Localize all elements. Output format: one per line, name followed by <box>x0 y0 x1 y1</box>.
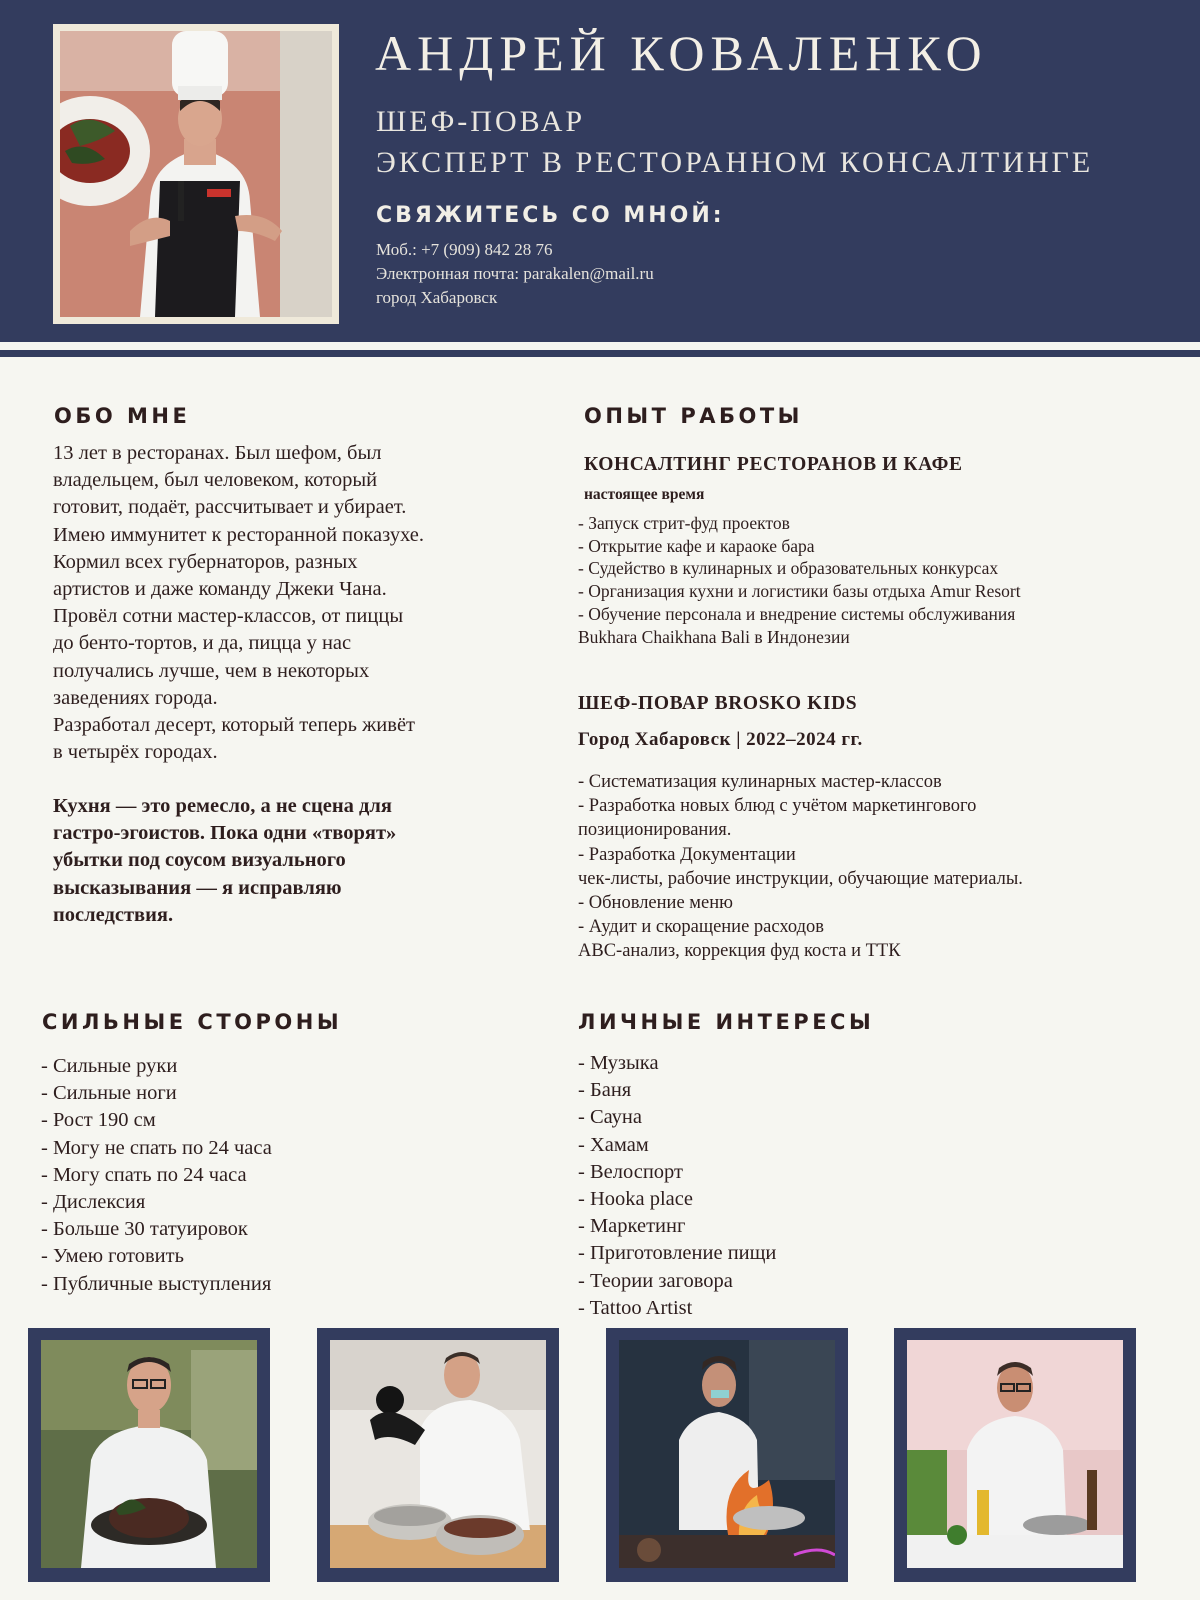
job-duties-brosko <box>578 770 1023 964</box>
list-item: - Маркетинг <box>578 1215 686 1238</box>
gallery-photo-4 <box>894 1328 1136 1582</box>
list-item: - Tattoo Artist <box>578 1296 693 1319</box>
experience-heading: ОПЫТ РАБОТЫ <box>584 404 803 428</box>
about-line: 13 лет в ресторанах. Был шефом, был <box>53 442 382 464</box>
list-item: - Сауна <box>578 1106 643 1129</box>
about-line: артистов и даже команду Джеки Чана. <box>53 578 387 601</box>
portrait-photo <box>60 31 332 317</box>
list-item: - Могу спать по 24 часа <box>41 1163 247 1186</box>
list-item: - Хамам <box>578 1133 649 1156</box>
list-item: позиционирования. <box>578 820 732 841</box>
quote-line: гастро-эгоистов. Пока одни «творят» <box>53 822 397 845</box>
list-item: чек-листы, рабочие инструкции, обучающие материалы. <box>578 868 1023 889</box>
gallery-photo-1 <box>28 1328 270 1582</box>
list-item: - Приготовление пищи <box>578 1242 777 1265</box>
contact-phone[interactable]: Моб.: +7 (909) 842 28 76 <box>376 240 553 259</box>
list-item: - Аудит и скоращение расходов <box>578 917 825 938</box>
list-item: Bukhara Chaikhana Bali в Индонезии <box>578 626 850 647</box>
job-title-brosko: ШЕФ-ПОВАР BROSKO KIDS <box>578 693 858 714</box>
job-duties-consulting <box>578 512 1021 648</box>
contact-heading: СВЯЖИТЕСЬ СО МНОЙ: <box>376 203 725 228</box>
header-divider <box>0 350 1200 357</box>
chef-flambe-photo-icon <box>619 1340 835 1568</box>
about-line: Кормил всех губернаторов, разных <box>53 550 358 573</box>
list-item: - Сильные руки <box>41 1055 178 1077</box>
about-quote <box>53 793 473 929</box>
header-banner <box>0 0 1200 342</box>
interests-list <box>578 1050 776 1322</box>
list-item: - Hooka place <box>578 1188 693 1211</box>
list-item: - Умею готовить <box>41 1245 184 1268</box>
strengths-list <box>41 1053 272 1298</box>
chef-holding-dish-photo-icon <box>41 1340 257 1568</box>
quote-line: высказывания — я исправляю <box>53 876 342 899</box>
list-item: - Больше 30 татуировок <box>41 1218 248 1241</box>
interests-heading: ЛИЧНЫЕ ИНТЕРЕСЫ <box>578 1010 875 1034</box>
list-item: - Сильные ноги <box>41 1082 177 1105</box>
quote-line: убытки под соусом визуального <box>53 849 346 872</box>
about-text <box>53 440 503 766</box>
role-subtitle: ЭКСПЕРТ В РЕСТОРАННОМ КОНСАЛТИНГЕ <box>376 146 1094 179</box>
about-line: готовит, подаёт, рассчитывает и убирает. <box>53 496 407 519</box>
chef-mixing-bowls-photo-icon <box>330 1340 546 1568</box>
list-item: - Разработка Документации <box>578 844 796 865</box>
about-line: заведениях города. <box>53 686 218 709</box>
gallery-photo-2 <box>317 1328 559 1582</box>
strengths-heading: СИЛЬНЫЕ СТОРОНЫ <box>42 1010 343 1034</box>
list-item: - Обновление меню <box>578 893 733 914</box>
list-item: - Музыка <box>578 1052 659 1074</box>
about-line: Провёл сотни мастер-классов, от пиццы <box>53 605 404 628</box>
list-item: - Теории заговора <box>578 1269 733 1292</box>
list-item: - Организация кухни и логистики базы отдыха Amur Resort <box>578 581 1021 602</box>
list-item: - Судейство в кулинарных и образовательных конкурсах <box>578 558 999 579</box>
person-name: АНДРЕЙ КОВАЛЕНКО <box>375 25 988 81</box>
contact-email[interactable]: Электронная почта: parakalen@mail.ru <box>376 264 654 283</box>
list-item: - Дислексия <box>41 1191 146 1214</box>
quote-line: последствия. <box>53 903 174 926</box>
list-item: - Рост 190 см <box>41 1109 156 1132</box>
list-item: - Могу не спать по 24 часа <box>41 1136 272 1159</box>
list-item: - Баня <box>578 1079 632 1102</box>
about-heading: ОБО МНЕ <box>54 404 191 428</box>
about-line: Разработал десерт, который теперь живёт <box>53 714 416 737</box>
quote-line: Кухня — это ремесло, а не сцена для <box>53 795 393 817</box>
job-period-consulting: настоящее время <box>584 486 705 503</box>
job-period-brosko: Город Хабаровск | 2022–2024 гг. <box>578 729 863 750</box>
list-item: - Публичные выступления <box>41 1272 272 1295</box>
job-title-consulting: КОНСАЛТИНГ РЕСТОРАНОВ И КАФЕ <box>584 454 963 475</box>
chef-portrait-icon <box>60 31 332 317</box>
list-item: - Открытие кафе и караоке бара <box>578 535 815 556</box>
contact-city: город Хабаровск <box>376 288 498 307</box>
about-line: владельцем, был человеком, который <box>53 469 378 492</box>
list-item: - Велоспорт <box>578 1160 683 1183</box>
gallery-photo-3 <box>606 1328 848 1582</box>
about-line: в четырёх городах. <box>53 741 218 764</box>
about-line: Имею иммунитет к ресторанной показухе. <box>53 523 425 546</box>
list-item: - Разработка новых блюд с учётом маркетингового <box>578 796 977 817</box>
about-line: получались лучше, чем в некоторых <box>53 659 370 682</box>
list-item: - Обучение персонала и внедрение системы обслуживания <box>578 603 1016 624</box>
portrait-frame <box>53 24 339 324</box>
chef-pan-cooking-photo-icon <box>907 1340 1123 1568</box>
list-item: - Систематизация кулинарных мастер-классов <box>578 772 942 792</box>
list-item: - Запуск стрит-фуд проектов <box>578 513 790 533</box>
about-line: до бенто-тортов, и да, пицца у нас <box>53 632 352 655</box>
list-item: ABC-анализ, коррекция фуд коста и ТТК <box>578 941 901 962</box>
role-title: ШЕФ-ПОВАР <box>376 105 586 138</box>
